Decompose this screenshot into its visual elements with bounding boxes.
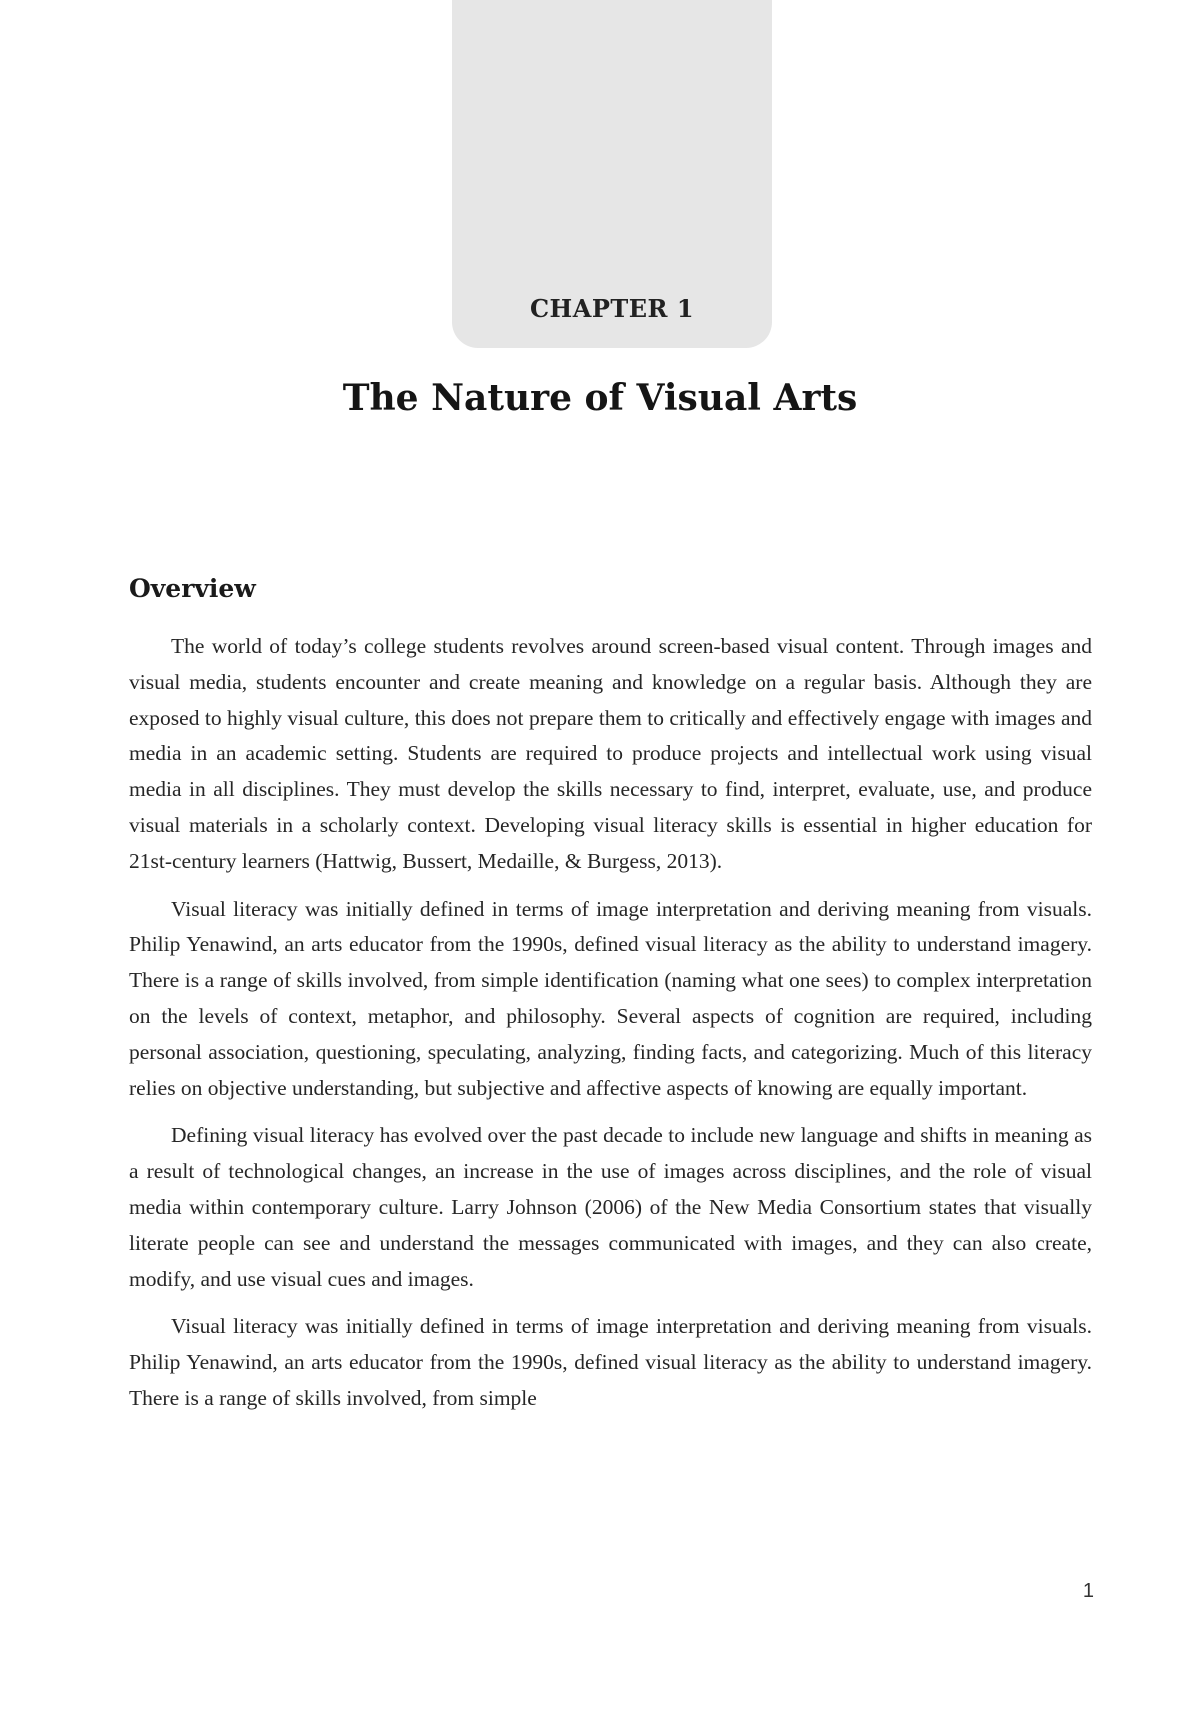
paragraph-2: Visual literacy was initially defined in terms of image interpretation and deriving meaning from visuals. Philip Yenawind, an arts educator from the 1990s, defined visual literacy as the ability to understand imagery. There is a range of skills involved, from simple identification (naming what one sees) to complex interpretation on the levels of context, metaphor, and philosophy. Several aspects of cognition are required, including personal association, questioning, speculating, analyzing, finding facts, and categorizing. Much of this literacy relies on objective understanding, but subjective and affective aspects of knowing are equally important. — [129, 896, 1092, 1100]
body-text — [129, 629, 1092, 1429]
section-heading: Overview — [129, 574, 256, 603]
chapter-title: The Nature of Visual Arts — [342, 377, 858, 419]
chapter-tab — [452, 0, 772, 348]
paragraph-3: Defining visual literacy has evolved over the past decade to include new language and shifts in meaning as a result of technological changes, an increase in the use of images across disciplines, and the role of visual media within contemporary culture. Larry Johnson (2006) of the New Media Consortium states that visually literate people can see and understand the messages communicated with images, and they can also create, modify, and use visual cues and images. — [129, 1123, 1092, 1291]
paragraph-1: The world of today’s college students revolves around screen-based visual content. Through images and visual media, students encounter and create meaning and knowledge on a regular basis. Although they are exposed to highly visual culture, this does not prepare them to critically and effectively engage with images and media in an academic setting. Students are required to produce projects and intellectual work using visual media in all disciplines. They must develop the skills necessary to find, interpret, evaluate, use, and produce visual materials in a scholarly context. Developing visual literacy skills is essential in higher education for 21st-century learners (Hattwig, Bussert, Medaille, & Burgess, 2013). — [129, 634, 1092, 873]
page-number: 1 — [1082, 1580, 1094, 1602]
chapter-label: CHAPTER 1 — [529, 294, 695, 323]
paragraph-4: Visual literacy was initially defined in terms of image interpretation and deriving meaning from visuals. Philip Yenawind, an arts educator from the 1990s, defined visual literacy as the ability to understand imagery. There is a range of skills involved, from simple — [129, 1314, 1092, 1410]
